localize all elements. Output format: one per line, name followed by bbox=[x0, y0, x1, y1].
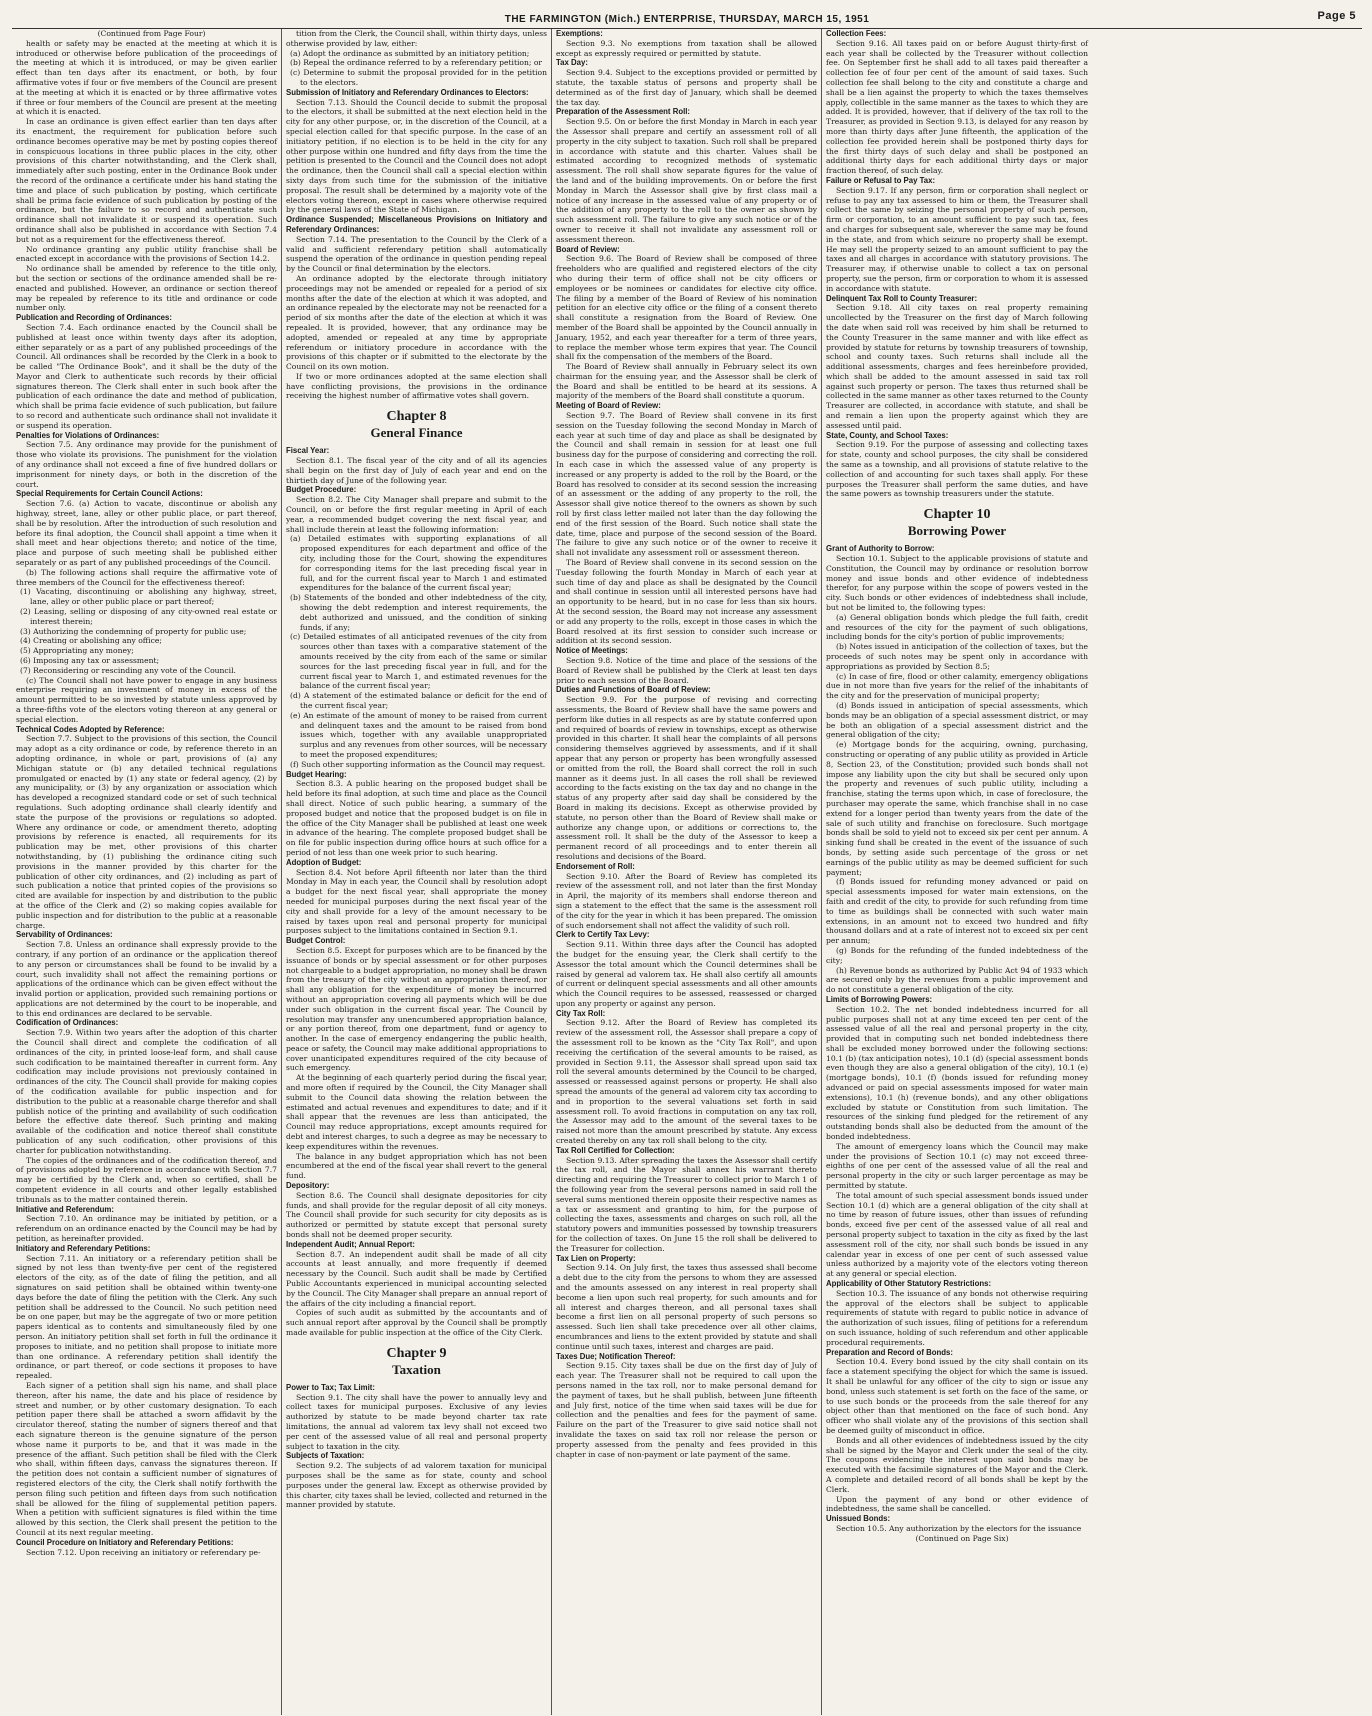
paragraph: Section 7.6. (a) Action to vacate, discontinue or abolish any highway, street, lane, alley or other public place, or part thereof, shall be by resolution. After the introduction of such resolution and before its final adoption, the Council shall appoint a time when it shall meet and hear objections thereto; and notice of the time, place and purpose of such meeting shall be published either separately or as part of any published proceedings of the Council. bbox=[16, 499, 277, 568]
paragraph: (b) The following actions shall require the affirmative vote of three members of the Council for the effectiveness thereof: bbox=[16, 567, 277, 587]
section-heading: Exemptions: bbox=[556, 29, 603, 38]
paragraph: Section 7.14. The presentation to the Council by the Clerk of a valid and sufficient referendary petition shall automatically suspend the operation of the ordinance in question pending repeal by the Council or final determination by the electors. bbox=[286, 234, 547, 274]
page-number: Page 5 bbox=[1317, 10, 1356, 22]
columns bbox=[12, 29, 1362, 1715]
paragraph: Section 7.7. Subject to the provisions of this section, the Council may adopt as a city ordinance or code, by reference thereto in an adopting ordinance, in whole or part, provisions of (a) any Michigan statute or (b) any detailed technical regulations promulgated or enacted by (1) any state or federal agency, (2) by any municipality, or (3) by any organization or association which has developed a recognized standard code or set of such technical regulations. Such adopting ordinance shall clearly identify and state the purpose of the provisions or regulations so adopted. Where any ordinance or code, or amendment thereto, adopting provisions by reference is enacted, all requirements for its publication may be met, other provisions of this charter notwithstanding, by (1) publishing the ordinance citing such provisions in the manner provided by this charter for the publication of other city ordinances, and (2) including as part of such publication a notice that printed copies of the provisions so cited are available for inspection by and distribution to the public at the office of the Clerk and (2) so making copies available for public inspection and for distribution to the public at a reasonable charge. bbox=[16, 734, 277, 930]
list-item: (3) Authorizing the condemning of property for public use; bbox=[20, 626, 247, 636]
section-heading: Grant of Authority to Borrow: bbox=[826, 544, 935, 554]
paragraph: Section 10.3. The issuance of any bonds not otherwise requiring the approval of the electors shall be subject to applicable requirements of statute with regard to public notice in advance of the authorization of such issues, filing of petitions for a referendum on such issuance, holding of such referendum and other applicable procedural requirements. bbox=[826, 1288, 1088, 1347]
paragraph: (g) Bonds for the refunding of the funded indebtedness of the city; bbox=[826, 945, 1088, 965]
section-heading: Publication and Recording of Ordinances: bbox=[16, 313, 172, 323]
paragraph: The total amount of such special assessment bonds issued under Section 10.1 (d) which are a general obligation of the city shall at no time by reason of future issues, other than issues of refunding bonds, exceed five per cent of the assessed value of all real and personal property subject to taxation in the city as fixed by the last assessment roll of the city, nor shall such bonds be issued in any calendar year in excess of one per cent of such assessed value unless authorized by a majority vote of the electors voting thereon at any general or special election. bbox=[826, 1190, 1088, 1279]
section-heading: Servability of Ordinances: bbox=[16, 930, 113, 940]
paragraph: Section 9.12. After the Board of Review has completed its review of the assessment roll, the Assessor shall prepare a copy of the assessment roll to be known as the "City Tax Roll", and upon receiving the certification of the several amounts to be raised, as provided in Section 9.11, the Assessor shall spread upon said tax roll the several amounts determined by the Council to be charged, assessed or reassessed against persons or property. He shall also spread the amounts of the general ad valorem city tax according to and in proportion to the several valuations set forth in said assessment roll. To avoid fractions in computation on any tax roll, the Assessor may add to the amount of the several taxes to be raised not more than the amount prescribed by statute. Any excess created thereby on any tax roll shall belong to the city. bbox=[556, 1018, 817, 1146]
paragraph: Section 8.7. An independent audit shall be made of all city accounts at least annually, and more frequently if deemed necessary by the Council. Such audit shall be made by Certified Public Accountants experienced in municipal accounting selected by the Council. The City Manager shall prepare an annual report of the affairs of the city including a financial report. bbox=[286, 1249, 547, 1308]
paragraph: The balance in any budget appropriation which has not been encumbered at the end of the fiscal year shall revert to the general fund. bbox=[286, 1151, 547, 1181]
paragraph: Section 7.5. Any ordinance may provide for the punishment of those who violate its provisions. The punishment for the violation of any ordinance shall not exceed a fine of five hundred dollars or imprisonment for ninety days, or both in the discretion of the court. bbox=[16, 440, 277, 489]
paragraph: Each signer of a petition shall sign his name, and shall place thereon, after his name, the date and his place of residence by street and number, or by other customary designation. To each petition paper there shall be attached a sworn affidavit by the circulator thereof, stating the number of signers thereof and that each signature thereon is the genuine signature of the person whose name it purports to be, and that it was made in the presence of the affiant. Such petition shall be filed with the Clerk who shall, within fifteen days, canvass the signatures thereon. If the petition does not contain a sufficient number of signatures of registered electors of the city, the Clerk shall notify forthwith the person filing such petition and fifteen days from such notification shall be allowed for the filing of supplemental petition papers. When a petition with sufficient signatures is filed within the time allowed by this section, the Clerk shall present the petition to the Council at its next regular meeting. bbox=[16, 1380, 277, 1537]
paragraph: Section 9.8. Notice of the time and place of the sessions of the Board of Review shall be published by the Clerk at least ten days prior to each session of the Board. bbox=[556, 656, 817, 685]
masthead-title: THE FARMINGTON (Mich.) ENTERPRISE, THURSDAY, MARCH 15, 1951 bbox=[504, 14, 870, 25]
section-heading: Tax Lien on Property: bbox=[556, 1253, 636, 1263]
paragraph: Section 10.4. Every bond issued by the city shall contain on its face a statement specifying the object for which the same is issued. It shall be unlawful for any officer of the city to sign or issue any bond, unless such statement is set forth on the face of the same, or to use such bonds or the proceeds from the sale thereof for any object other than that mentioned on the face of such bond. Any officer who shall violate any of the provisions of this section shall be deemed guilty of misconduct in office. bbox=[826, 1357, 1088, 1435]
section-heading: Fiscal Year: bbox=[286, 446, 330, 456]
list-item: (7) Reconsidering or rescinding any vote of the Council. bbox=[20, 665, 236, 675]
paragraph: Section 8.5. Except for purposes which are to be financed by the issuance of bonds or by special assessment or for other purposes not chargeable to a budget appropriation, no money shall be drawn from the treasury of the city without an appropriation thereof, nor shall any obligation for the expenditure of money be incurred without an appropriation covering all payments which will be due under such obligation in the current fiscal year. The Council by resolution may transfer any unencumbered appropriation balance, or any portion thereof, from one department, fund or agency to another. In the case of emergency endangering the public health, peace or safety, the Council may make additional appropriations to cover unanticipated expenditures required of the city because of such emergency. bbox=[286, 945, 547, 1073]
paragraph: Section 10.2. The net bonded indebtedness incurred for all public purposes shall not at any time exceed ten per cent of the assessed value of all the real and personal property in the city, provided that in computing such net bonded indebtedness there shall be excluded money borrowed under the following sections: 10.1 (b) (tax anticipation notes), 10.1 (d) (special assessment bonds even though they are also a general obligation of the city), 10.1 (e) (mortgage bonds), 10.1 (f) (bonds issued for refunding money advanced or paid on special assessments imposed for water main extensions), 10.1 (h) (revenue bonds), and any other obligations excluded by statute or Constitution from such limitation. The resources of the sinking fund pledged for the retirement of any outstanding bonds shall also be deducted from the amount of the bonded indebtedness. bbox=[826, 1004, 1088, 1142]
paragraph: (h) Revenue bonds as authorized by Public Act 94 of 1933 which are secured only by the revenues from a public improvement and do not constitute a general obligation of the city. bbox=[826, 965, 1088, 995]
continuation-note: (Continued from Page Four) bbox=[97, 29, 206, 38]
paragraph: health or safety may be enacted at the meeting at which it is introduced or otherwise before publication of the proceedings of the meeting at which it is introduced, or may be given earlier effect than ten days after its enactment, or both, by four affirmative votes if four or five members of the Council are present at the meeting at which it is enacted or by three affirmative votes if three or four members of the Council are present at the meeting at which it is enacted. bbox=[16, 38, 277, 117]
section-heading: Budget Control: bbox=[286, 936, 346, 946]
list-item: (6) Imposing any tax or assessment; bbox=[20, 656, 160, 665]
paragraph: Section 7.9. Within two years after the adoption of this charter the Council shall direct and complete the codification of all ordinances of the city, in printed loose-leaf form, and shall cause such codification to be maintained thereafter in current form. Any codification may include provisions not previously contained in ordinances of the city. The Council shall provide for making copies of the codification available for public inspection and for distribution to the public at a reasonable charge therefor and shall publish notice of the printing and availability of such codification before the effective date thereof. Such printing and making available of the codification and notice thereof shall constitute publication of any such codification, other provisions of this charter for publication notwithstanding. bbox=[16, 1028, 277, 1155]
masthead bbox=[12, 6, 1362, 29]
list-item: (b) Repeal the ordinance referred to by a referendary petition; or bbox=[290, 58, 543, 68]
section-heading: Submission of Initiatory and Referendary Ordinances to Electors: bbox=[286, 87, 529, 97]
list-item: (1) Vacating, discontinuing or abolishing any highway, street, lane, alley or other public place or part thereof; bbox=[20, 587, 277, 607]
section-heading: Taxes Due; Notification Thereof: bbox=[556, 1351, 676, 1361]
paragraph: (b) Notes issued in anticipation of the collection of taxes, but the proceeds of such notes may be spent only in accordance with appropriations as provided by Section 8.5; bbox=[826, 642, 1088, 671]
section-heading: Collection Fees: bbox=[826, 29, 887, 38]
chapter-title: Taxation bbox=[392, 1361, 441, 1377]
paragraph: The copies of the ordinances and of the codification thereof, and of provisions adopted by reference in accordance with Section 7.7 may be certified by the Clerk and, when so certified, shall be competent evidence in all courts and other legally established tribunals as to the matter contained therein. bbox=[16, 1155, 277, 1204]
chapter-number: Chapter 9 bbox=[386, 1345, 447, 1361]
section-heading: Preparation and Record of Bonds: bbox=[826, 1347, 953, 1357]
paragraph: (f) Bonds issued for refunding money advanced or paid on special assessments imposed for water main extensions, on the faith and credit of the city, to provide for such refunding from time to time as buildings shall be connected with such water main extensions, in an amount not to exceed two hundred and fifty thousand dollars and at a rate of interest not to exceed six per cent per annum; bbox=[826, 877, 1088, 946]
section-heading: Duties and Functions of Board of Review: bbox=[556, 685, 711, 695]
section-heading: Delinquent Tax Roll to County Treasurer: bbox=[826, 293, 978, 303]
paragraph: (c) The Council shall not have power to engage in any business enterprise requiring an investment of money in excess of the amount permitted to be so invested by statute unless approved by a three-fifths vote of the electors voting thereon at any general or special election. bbox=[16, 675, 277, 724]
list-item: (b) Statements of the bonded and other indebtedness of the city, showing the debt redemption and interest requirements, the debt authorized and unissued, and the condition of sinking funds, if any; bbox=[290, 593, 547, 632]
paragraph: Section 9.18. All city taxes on real property remaining uncollected by the Treasurer on the first day of March following the date when said roll was received by him shall be returned to the County Treasurer in the same manner and with like effect as provided by statute for returns by township treasurers of township, school and county taxes. Such returns shall include all the additional assessments, charges and fees hereinbefore provided, which shall be added to the amount assessed in said tax roll against such property or person. The taxes thus returned shall be collected in the same manner as other taxes returned to the County Treasurer are collected, in accordance with statute, and shall be and remain a lien upon the property against which they are assessed until paid. bbox=[826, 303, 1088, 430]
list-item: (a) Adopt the ordinance as submitted by an initiatory petition; bbox=[290, 48, 530, 58]
section-heading: Applicability of Other Statutory Restrictions: bbox=[826, 1279, 992, 1289]
section-heading: Budget Hearing: bbox=[286, 769, 347, 779]
section-heading: Initiatory and Referendary Petitions: bbox=[16, 1243, 151, 1253]
paragraph: Section 9.16. All taxes paid on or before August thirty-first of each year shall be collected by the Treasurer without collection fee. On September first he shall add to all taxes paid thereafter a collection fee of four per cent of the amount of said taxes. Such collection fee shall belong to the city and constitute a charge and shall be a lien against the property to which the taxes themselves apply, collectible in the same manner as the taxes to which they are added. It is provided, however, that if delivery of the tax roll to the Treasurer, as provided in Section 9.13, is delayed for any reason by more than thirty days after June fifteenth, the application of the collection fee provided herein shall be postponed thirty days for the first thirty days of such delay and shall be postponed an additional thirty days for each additional thirty days or major fraction thereof, of such delay. bbox=[826, 38, 1088, 176]
paragraph: Section 8.1. The fiscal year of the city and of all its agencies shall begin on the first day of July of each year and end on the thirtieth day of June of the following year. bbox=[286, 456, 547, 485]
paragraph: Section 9.7. The Board of Review shall convene in its first session on the Tuesday following the second Monday in March of each year at such time of day and place as shall be designated by the Council and shall remain in session for at least one full business day for the purpose of considering and correcting the roll. In each case in which the assessed value of any property is increased or any property is added to the roll by the Board, or the Board has resolved to consider at its second session the increasing of an assessment or the adding of any property to the roll, the Assessor shall give notice thereof to the owners as shown by such roll by first class letter mailed not later than the day following the end of the first session of the Board. Such notice shall state the date, time, place and purpose of the second session of the Board. The failure to give any such notice or of the owner to receive it shall not invalidate any assessment roll or assessment thereon. bbox=[556, 411, 817, 558]
paragraph: (e) Mortgage bonds for the acquiring, owning, purchasing, constructing or operating of any public utility as provided in Article 8, Section 23, of the Constitution; provided such bonds shall not impose any liability upon the city but shall be secured only upon the property and revenues of such public utility, including a franchise, stating the terms upon which, in case of foreclosure, the purchaser may operate the same, which franchise shall in no case extend for a longer period than twenty years from the date of the sale of such utility and franchise on foreclosure. Such mortgage bonds shall be sold to yield not to exceed six per cent per annum. A sinking fund shall be created in the event of the issuance of such bonds, by setting aside such percentage of the gross or net earnings of the public utility as may be deemed sufficient for such payment; bbox=[826, 740, 1088, 877]
column-2 bbox=[282, 29, 552, 1715]
paragraph: Section 8.6. The Council shall designate depositories for city funds, and shall provide for the regular deposit of all city moneys. The Council shall provide for such security for city deposits as is authorized or permitted by statute except that personal surety bonds shall not be deemed proper security. bbox=[286, 1190, 547, 1240]
paragraph: (a) General obligation bonds which pledge the full faith, credit and resources of the city for the payment of such obligations, including bonds for the city's portion of public improvements; bbox=[826, 612, 1088, 642]
section-heading: State, County, and School Taxes: bbox=[826, 430, 949, 440]
paragraph: Section 9.13. After spreading the taxes the Assessor shall certify the tax roll, and the Mayor shall annex his warrant thereto directing and requiring the Treasurer to collect prior to March 1 of the following year from the several persons named in said roll the several sums mentioned therein opposite their respective names as a tax or assessment and granting to him, for the purpose of collecting the taxes, assessments and charges on such roll, all the statutory powers and immunities possessed by township treasurers for the collection of taxes. On June 15 the roll shall be delivered to the Treasurer for collection. bbox=[556, 1155, 817, 1253]
section-heading: Limits of Borrowing Powers: bbox=[826, 994, 933, 1004]
list-item: (2) Leasing, selling or disposing of any city-owned real estate or interest therein; bbox=[20, 607, 277, 626]
section-heading: Meeting of Board of Review: bbox=[556, 401, 661, 411]
paragraph: Section 8.3. A public hearing on the proposed budget shall be held before its final adoption, at such time and place as the Council shall direct. Notice of such public hearing, a summary of the proposed budget and notice that the proposed budget is on file in the office of the City Manager shall be published at least one week in advance of the hearing. The complete proposed budget shall be on file for public inspection during office hours at such office for a period of not less than one week prior to such hearing. bbox=[286, 779, 547, 857]
section-heading: Budget Procedure: bbox=[286, 485, 357, 495]
chapter-heading bbox=[286, 409, 547, 440]
list-item: (d) A statement of the estimated balance or deficit for the end of the current fiscal year; bbox=[290, 691, 547, 710]
paragraph: Section 7.4. Each ordinance enacted by the Council shall be published at least once within twenty days after its adoption, either separately or as a part of any published proceedings of the Council. All ordinances shall be recorded by the Clerk in a book to be called "The Ordinance Book", and it shall be the duty of the Mayor and Clerk to authenticate such records by their official signatures thereon. The Clerk shall enter in such book after the publication of each ordinance the date and method of publication, which shall be prima facie evidence of such publication, but failure to so record and authenticate such ordinance shall not invalidate it or suspend its operation. bbox=[16, 322, 277, 430]
paragraph: Section 10.1. Subject to the applicable provisions of statute and Constitution, the Council may by ordinance or resolution borrow money and issue bonds and other evidence of indebtedness therefor, for any purpose within the scope of powers vested in the city. Such bonds or other evidences of indebtedness shall include, but not be limited to, the following types: bbox=[826, 554, 1088, 613]
section-heading: Failure or Refusal to Pay Tax: bbox=[826, 175, 936, 185]
paragraph: Section 9.17. If any person, firm or corporation shall neglect or refuse to pay any tax assessed to him or them, the Treasurer shall collect the same by seizing the personal property of such person, firm or corporation, to an amount sufficient to pay such tax, fees and charges for subsequent sale, wherever the same may be found in the state, and from which seizure no property shall be exempt. He may sell the property seized to an amount sufficient to pay the taxes and all charges in accordance with statutory provisions. The Treasurer may, if otherwise unable to collect a tax on personal property, sue the person, firm or corporation to whom it is assessed in accordance with statute. bbox=[826, 185, 1088, 293]
paragraph: Section 9.2. The subjects of ad valorem taxation for municipal purposes shall be the same as for state, county and school purposes under the general law. Except as otherwise provided by this charter, city taxes shall be levied, collected and returned in the manner provided by statute. bbox=[286, 1461, 547, 1510]
list-item: (e) An estimate of the amount of money to be raised from current and delinquent taxes and the amount to be raised from bond issues which, together with any available unappropriated surplus and any revenues from other sources, will be necessary to meet the proposed expenditures; bbox=[290, 710, 547, 759]
paragraph: Section 7.11. An initiatory or a referendary petition shall be signed by not less than twenty-five per cent of the registered electors of the city, as of the date of filing the petition, and all signatures on said petition shall be obtained within twenty-one days before the date of filing the petition with the Clerk. Any such petition shall be addressed to the Council. No such petition need be on one paper, but may be the aggregate of two or more petition papers identical as to contents and simultaneously filed by one person. An initiatory petition shall set forth in full the ordinance it proposes to initiate, and no petition shall propose to initiate more than one ordinance. A referendary petition shall identify the ordinance, or part thereof, or code sections it proposes to have repealed. bbox=[16, 1253, 277, 1381]
paragraph: An ordinance adopted by the electorate through initiatory proceedings may not be amended or repealed for a period of six months after the date of the election at which it was adopted, and an ordinance repealed by the electorate may not be reenacted for a period of six months after the date of the election at which it was repealed. It is provided, however, that any ordinance may be adopted, amended or repealed at any time by appropriate referendum or initiatory procedure in accordance with the provisions of this chapter or if submitted to the electorate by the Council on its own motion. bbox=[286, 273, 548, 372]
section-heading: Technical Codes Adopted by Reference: bbox=[16, 724, 165, 734]
section-heading: Codification of Ordinances: bbox=[16, 1018, 119, 1028]
section-heading: Endorsement of Roll: bbox=[556, 861, 635, 871]
section-heading: Special Requirements for Certain Council Actions: bbox=[16, 489, 203, 499]
paragraph: No ordinance granting any public utility franchise shall be enacted except in accordance with the provisions of Section 14.2. bbox=[16, 244, 277, 264]
chapter-title: Borrowing Power bbox=[907, 523, 1007, 539]
chapter-heading bbox=[286, 1346, 547, 1377]
section-heading: Initiative and Referendum: bbox=[16, 1204, 114, 1214]
section-heading: Adoption of Budget: bbox=[286, 857, 362, 867]
section-heading: Notice of Meetings: bbox=[556, 646, 628, 656]
paragraph: Copies of such audit as submitted by the accountants and of such annual report after approval by the Council shall be promptly made available for public inspection at the office of the City Clerk. bbox=[286, 1308, 547, 1337]
paragraph: Section 9.9. For the purpose of revising and correcting assessments, the Board of Review shall have the same powers and perform like duties in all respects as are by statute conferred upon and required of boards of review in townships, except as otherwise provided in this charter. It shall hear the complaints of all persons considering themselves aggrieved by assessments, and if it shall appear that any person or property has been wrongfully assessed or omitted from the roll, the Board shall correct the roll in such manner as it deems just. In all cases the roll shall be reviewed according to the facts existing on the tax day and no change in the status of any property after said day shall be considered by the Board in making its decisions. Except as otherwise provided by statute, no person other than the Board of Review shall make or authorize any change upon, or additions or corrections to, the assessment roll. It shall be the duty of the Assessor to keep a permanent record of all proceedings and to enter therein all resolutions and decisions of the Board. bbox=[556, 695, 817, 861]
paragraph: Section 9.4. Subject to the exceptions provided or permitted by statute, the taxable status of persons and property shall be determined as of the first day of January, which shall be deemed the tax day. bbox=[556, 68, 817, 107]
paragraph: Section 9.11. Within three days after the Council has adopted the budget for the ensuing year, the Clerk shall certify to the Assessor the total amount which the Council determines shall be raised by general ad valorem tax. He shall also certify all amounts of current or delinquent special assessments and all other amounts which the Council requires to be assessed, reassessed or charged upon any property or against any person. bbox=[556, 940, 817, 1008]
section-heading: Council Procedure on Initiatory and Referendary Petitions: bbox=[16, 1537, 234, 1547]
chapter-title: General Finance bbox=[370, 425, 463, 441]
paragraph: Upon the payment of any bond or other evidence of indebtedness, the same shall be cancelled. bbox=[826, 1494, 1088, 1514]
column-3 bbox=[552, 29, 822, 1715]
paragraph: Section 9.15. City taxes shall be due on the first day of July of each year. The Treasurer shall not be required to call upon the persons named in the tax roll, nor to make personal demand for the payment of taxes, but he shall publish, between June fifteenth and July first, notice of the time when said taxes will be due for collection and the penalties and fees for the payment of same. Failure on the part of the Treasurer to give said notice shall not invalidate the taxes on said tax roll nor release the person or property assessed from the penalty and fees provided in this chapter in case of non-payment or late payment of the same. bbox=[556, 1361, 817, 1459]
paragraph: (c) In case of fire, flood or other calamity, emergency obligations due in not more than five years for the relief of the inhabitants of the city and for the preservation of municipal property; bbox=[826, 671, 1088, 701]
section-heading: Power to Tax; Tax Limit: bbox=[286, 1382, 375, 1392]
paragraph: Section 7.12. Upon receiving an initiatory or referendary pe- bbox=[26, 1547, 261, 1557]
section-heading: Tax Day: bbox=[556, 58, 588, 68]
continuation-note: (Continued on Page Six) bbox=[915, 1533, 1009, 1543]
list-item: (4) Creating or abolishing any office; bbox=[20, 636, 162, 646]
section-heading: Tax Roll Certified for Collection: bbox=[556, 1145, 675, 1155]
column-1 bbox=[12, 29, 282, 1715]
section-heading: Depository: bbox=[286, 1181, 330, 1191]
paragraph: Section 7.8. Unless an ordinance shall expressly provide to the contrary, if any portion of an ordinance or the application thereof to any person or circumstances shall be found to be invalid by a court, such invalidity shall not affect the remaining portions or applications of the ordinance which can be given effect without the invalid portion or application, provided such remaining portions or applications are not determined by the court to be inoperable, and to this end ordinances are declared to be servable. bbox=[16, 940, 277, 1018]
paragraph: The Board of Review shall convene in its second session on the Tuesday following the fourth Monday in March of each year at such time of day and place as shall be designated by the Council and shall continue in session until all interested persons have had an opportunity to be heard, but in no case for less than six hours. At the second session, the Board may not increase any assessment or add any property to the rolls, except in those cases in which the Board resolved at its first session to consider such increase or addition at its second session. bbox=[556, 558, 817, 646]
paragraph: Section 7.10. An ordinance may be initiated by petition, or a referendum on an ordinance enacted by the Council may be had by petition, as hereinafter provided. bbox=[16, 1214, 277, 1244]
paragraph: The amount of emergency loans which the Council may make under the provisions of Section 10.1 (c) may not exceed three-eighths of one per cent of the assessed value of all the real and personal property in the city or such larger percentage as may be permitted by statute. bbox=[826, 1141, 1088, 1191]
paragraph: Section 9.3. No exemptions from taxation shall be allowed except as expressly required or permitted by statute. bbox=[556, 38, 817, 58]
paragraph: Section 7.13. Should the Council decide to submit the proposal to the electors, it shall be submitted at the next election held in the city for any other purpose, or, in the discretion of the Council, at a special election called for that specific purpose. In the case of an initiatory petition, if no election is to be held in the city for any other purpose within one hundred and fifty days from the time the petition is presented to the Council and the Council does not adopt the ordinance, then the Council shall call a special election within sixty days from such time for the submission of the initiative proposal. The result shall be determined by a majority vote of the electors voting thereon, except in cases where otherwise required by the general laws of the State of Michigan. bbox=[286, 97, 547, 215]
paragraph: Section 9.19. For the purpose of assessing and collecting taxes for state, county and school purposes, the city shall be considered the same as a township, and all provisions of statute relative to the collection of and accounting for such taxes shall apply. For these purposes the Treasurer shall perform the same duties, and have the same powers as township treasurers under the statute. bbox=[826, 440, 1088, 499]
section-heading: Ordinance Suspended; Miscellaneous Provisions on Initiatory and Referendary Ordinances: bbox=[286, 215, 547, 234]
paragraph: Section 8.2. The City Manager shall prepare and submit to the Council, on or before the first regular meeting in April of each year, a recommended budget covering the next fiscal year, and shall include therein at least the following information: bbox=[286, 495, 547, 534]
paragraph: Section 9.5. On or before the first Monday in March in each year the Assessor shall prepare and certify an assessment roll of all property in the city subject to taxation. Such roll shall be prepared in accordance with statute and this charter. Values shall be estimated according to recognized methods of systematic assessment. The roll shall show separate figures for the value of the land and of the building improvements. On or before the first Monday in March the Assessor shall give by first class mail a notice of any increase in the assessed value of any property or of the addition of any property to the roll to the owner as shown by such assessment roll. The failure to give any such notice or of the owner to receive it shall not invalidate any assessment roll or assessment thereon. bbox=[556, 117, 817, 244]
paragraph: If two or more ordinances adopted at the same election shall have conflicting provisions, the provisions in the ordinance receiving the highest number of affirmative votes shall govern. bbox=[286, 371, 547, 401]
section-heading: Independent Audit; Annual Report: bbox=[286, 1239, 415, 1249]
paragraph: Section 8.4. Not before April fifteenth nor later than the third Monday in May in each year, the Council shall by resolution adopt a budget for the next fiscal year, shall appropriate the money needed for municipal purposes during the next fiscal year of the city and shall provide for a levy of the amount necessary to be raised by taxes upon real and personal property for municipal purposes subject to the limitations contained in Section 9.1. bbox=[286, 867, 547, 936]
chapter-heading bbox=[826, 507, 1088, 538]
paragraph: Section 9.1. The city shall have the power to annually levy and collect taxes for municipal purposes. Exclusive of any levies authorized by statute to be made beyond charter tax rate limitations, the annual ad valorem tax levy shall not exceed two per cent of the assessed value of all real and personal property subject to taxation in the city. bbox=[286, 1392, 547, 1451]
section-heading: Board of Review: bbox=[556, 244, 620, 254]
paragraph: Section 9.6. The Board of Review shall be composed of three freeholders who are qualified and registered electors of the city who during their term of office shall not be city officers or employees or be nominees or candidates for elective city office. The filing by a member of the Board of Review of his nomination petition for an elective city office or the filing of a consent thereto shall constitute a resignation from the Board of Review. One member of the Board shall be appointed by the Council annually in January, 1952, and each year thereafter for a term of three years, to replace the member whose term expires that year. The Council shall fix the compensation of the members of the Board. bbox=[556, 254, 817, 362]
chapter-number: Chapter 10 bbox=[923, 507, 991, 523]
section-heading: Clerk to Certify Tax Levy: bbox=[556, 930, 650, 940]
section-heading: Unissued Bonds: bbox=[826, 1514, 891, 1524]
paragraph: Bonds and all other evidences of indebtedness issued by the city shall be signed by the Mayor and Clerk under the seal of the city. The coupons evidencing the interest upon said bonds may be executed with the facsimile signatures of the Mayor and the Clerk. A complete and detailed record of all bonds shall be kept by the Clerk. bbox=[826, 1435, 1088, 1494]
section-heading: Penalties for Violations of Ordinances: bbox=[16, 430, 160, 440]
section-heading: City Tax Roll: bbox=[556, 1008, 606, 1018]
chapter-number: Chapter 8 bbox=[386, 409, 447, 425]
list-item: (a) Detailed estimates with supporting explanations of all proposed expenditures for each department and office of the city, including those for the Court, showing the expenditures for corresponding items for the last preceding fiscal year in full, and for the current fiscal year to March 1 and estimated expenditures for the balance of the current fiscal year; bbox=[290, 534, 547, 593]
paragraph: Section 9.14. On July first, the taxes thus assessed shall become a debt due to the city from the persons to whom they are assessed and the amounts assessed on any interest in real property shall become a lien upon such real property, for such amounts and for all interest and charges thereon, and all personal taxes shall become a first lien on all personal property of such persons so assessed. Such lien shall take precedence over all other claims, encumbrances and liens to the extent provided by statute and shall continue until such taxes, interest and charges are paid. bbox=[556, 1263, 817, 1351]
paragraph: Section 9.10. After the Board of Review has completed its review of the assessment roll, and not later than the first Monday in April, the majority of its members shall endorse thereon and sign a statement to the effect that the same is the assessment roll of the city for the year in which it has been prepared. The omission of such endorsement shall not affect the validity of such roll. bbox=[556, 871, 817, 930]
paragraph: tition from the Clerk, the Council shall, within thirty days, unless otherwise provided by law, either: bbox=[286, 29, 547, 48]
list-item: (f) Such other supporting information as the Council may request. bbox=[290, 759, 546, 769]
list-item: (5) Appropriating any money; bbox=[20, 646, 134, 656]
paragraph: The Board of Review shall annually in February select its own chairman for the ensuing year, and the Assessor shall be clerk of the Board and shall be entitled to be heard at its sessions. A majority of the members of the Board shall constitute a quorum. bbox=[556, 362, 817, 401]
paragraph: (d) Bonds issued in anticipation of special assessments, which bonds may be an obligation of a special assessment district, or may be both an obligation of a special assessment district and the general obligation of the city; bbox=[826, 701, 1088, 740]
paragraph: Section 10.5. Any authorization by the electors for the issuance bbox=[836, 1523, 1082, 1533]
list-item: (c) Determine to submit the proposal provided for in the petition to the electors. bbox=[290, 68, 547, 87]
section-heading: Subjects of Taxation: bbox=[286, 1451, 365, 1461]
section-heading: Preparation of the Assessment Roll: bbox=[556, 107, 691, 117]
paragraph: No ordinance shall be amended by reference to the title only, but the section or sections of the ordinance amended shall be re-enacted and published. However, an ordinance or section thereof may be repealed by reference to its title and ordinance or code number only. bbox=[16, 264, 277, 313]
column-4 bbox=[822, 29, 1092, 1715]
paragraph: In case an ordinance is given effect earlier than ten days after its enactment, the requirement for publication before such ordinance becomes operative may be met by posting copies thereof in conspicuous locations in three public places in the city, other provisions of this charter notwithstanding, and the Clerk shall, immediately after such posting, enter in the Ordinance Book under the record of the ordinance a certificate under his hand stating the time and place of such publication by posting, which certificate shall be prima facie evidence of such publication by posting of the ordinance, but the failure to so record and authenticate such ordinance shall not invalidate it or suspend its operation. Such ordinance shall also be published in accordance with Section 7.4 but not as a requirement for the effectiveness thereof. bbox=[16, 117, 277, 244]
paragraph: At the beginning of each quarterly period during the fiscal year, and more often if required by the Council, the City Manager shall submit to the Council data showing the relation between the estimated and actual revenues and expenditures to date; and if it shall appear that the revenues are less than anticipated, the Council may reduce appropriations, except amounts required for debt and interest charges, to such a degree as may be necessary to keep expenditures within the revenues. bbox=[286, 1073, 547, 1151]
list-item: (c) Detailed estimates of all anticipated revenues of the city from sources other than taxes with a comparative statement of the amounts received by the city from each of the same or similar sources for the last preceding fiscal year in full, and for the current fiscal year to March 1, and estimated revenues for the balance of the current fiscal year; bbox=[290, 632, 547, 691]
